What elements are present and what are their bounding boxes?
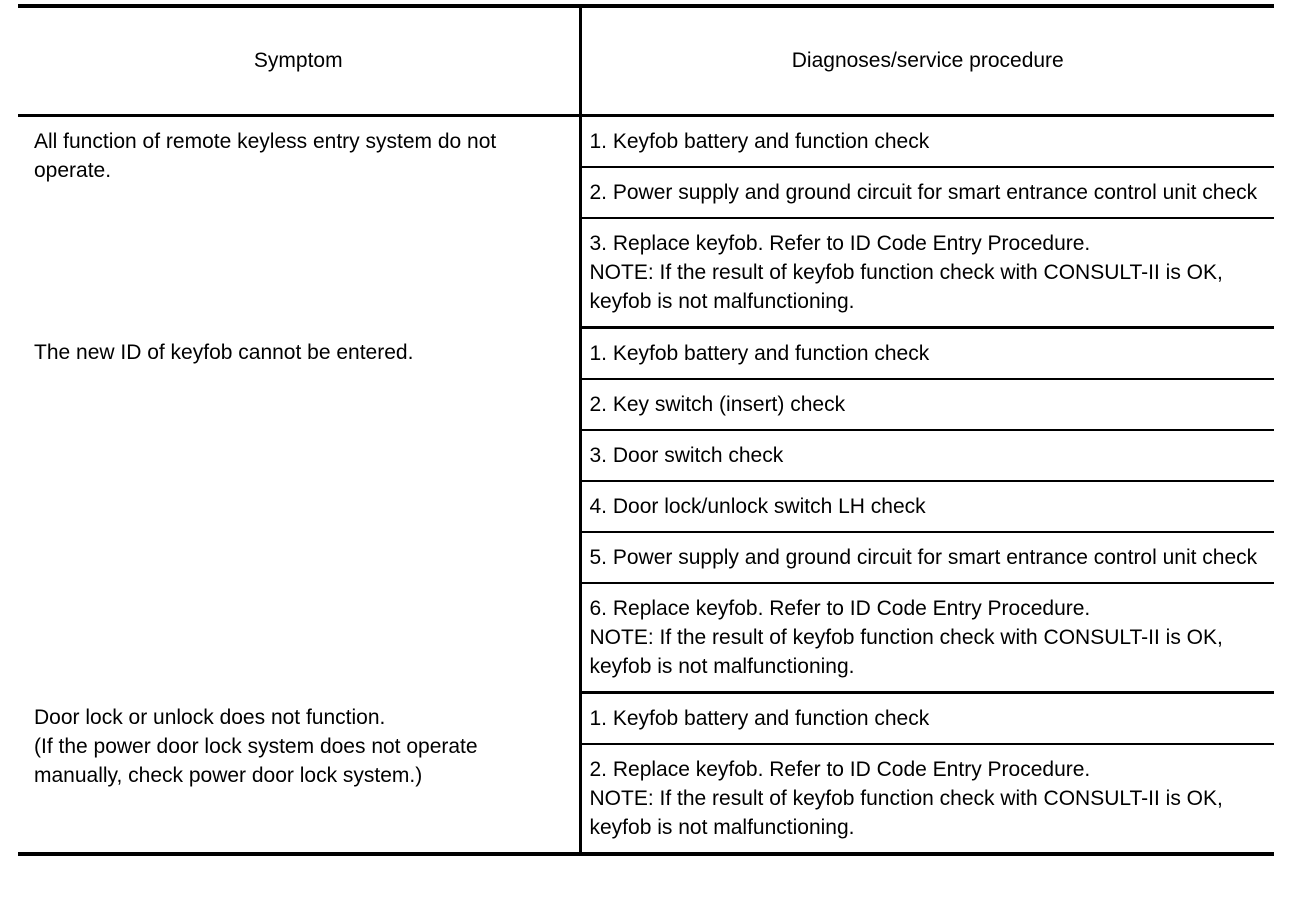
symptom-text: All function of remote keyless entry system do not operate. xyxy=(34,130,497,182)
procedure-text: NOTE: If the result of keyfob function check with CONSULT-II is OK, keyfob is not malfunctioning. xyxy=(589,261,1223,313)
procedure-cell xyxy=(580,430,1274,481)
symptom-column-header: Symptom xyxy=(18,6,580,116)
procedure-text: NOTE: If the result of keyfob function check with CONSULT-II is OK, keyfob is not malfunctioning. xyxy=(589,787,1223,839)
procedure-cell xyxy=(580,379,1274,430)
symptom-text: Door lock or unlock does not function. xyxy=(34,705,386,729)
procedure-text: 1. Keyfob battery and function check xyxy=(589,707,930,730)
symptom-text: The new ID of keyfob cannot be entered. xyxy=(34,340,414,364)
table-row xyxy=(18,328,1274,380)
procedure-text: NOTE: If the result of keyfob function check with CONSULT-II is OK, keyfob is not malfunctioning. xyxy=(589,626,1223,678)
diagnosis-table xyxy=(18,4,1274,856)
procedure-cell xyxy=(580,583,1274,693)
symptom-cell xyxy=(18,693,580,855)
procedure-text: 2. Power supply and ground circuit for smart entrance control unit check xyxy=(589,181,1258,204)
procedure-text: 3. Door switch check xyxy=(589,444,784,467)
procedure-cell xyxy=(580,116,1274,168)
procedure-cell xyxy=(580,481,1274,532)
procedure-text: 2. Replace keyfob. Refer to ID Code Entry Procedure. xyxy=(589,758,1091,781)
header-row xyxy=(18,6,1274,116)
table-body xyxy=(18,116,1274,855)
procedure-cell xyxy=(580,744,1274,854)
procedure-cell xyxy=(580,218,1274,328)
procedure-text: 5. Power supply and ground circuit for smart entrance control unit check xyxy=(589,546,1258,569)
procedure-text: 2. Key switch (insert) check xyxy=(589,393,846,416)
procedure-cell xyxy=(580,328,1274,380)
symptom-cell xyxy=(18,116,580,328)
symptom-text: (If the power door lock system does not operate manually, check power door lock system.) xyxy=(34,734,478,787)
procedure-text: 1. Keyfob battery and function check xyxy=(589,130,930,153)
procedure-cell xyxy=(580,693,1274,745)
procedure-cell xyxy=(580,532,1274,583)
symptom-cell xyxy=(18,328,580,693)
procedure-column-header: Diagnoses/service procedure xyxy=(580,6,1274,116)
table-row xyxy=(18,693,1274,745)
procedure-text: 3. Replace keyfob. Refer to ID Code Entry Procedure. xyxy=(589,232,1091,255)
table-row xyxy=(18,116,1274,168)
procedure-cell xyxy=(580,167,1274,218)
procedure-text: 4. Door lock/unlock switch LH check xyxy=(589,495,926,518)
procedure-text: 6. Replace keyfob. Refer to ID Code Entry Procedure. xyxy=(589,597,1091,620)
procedure-text: 1. Keyfob battery and function check xyxy=(589,342,930,365)
